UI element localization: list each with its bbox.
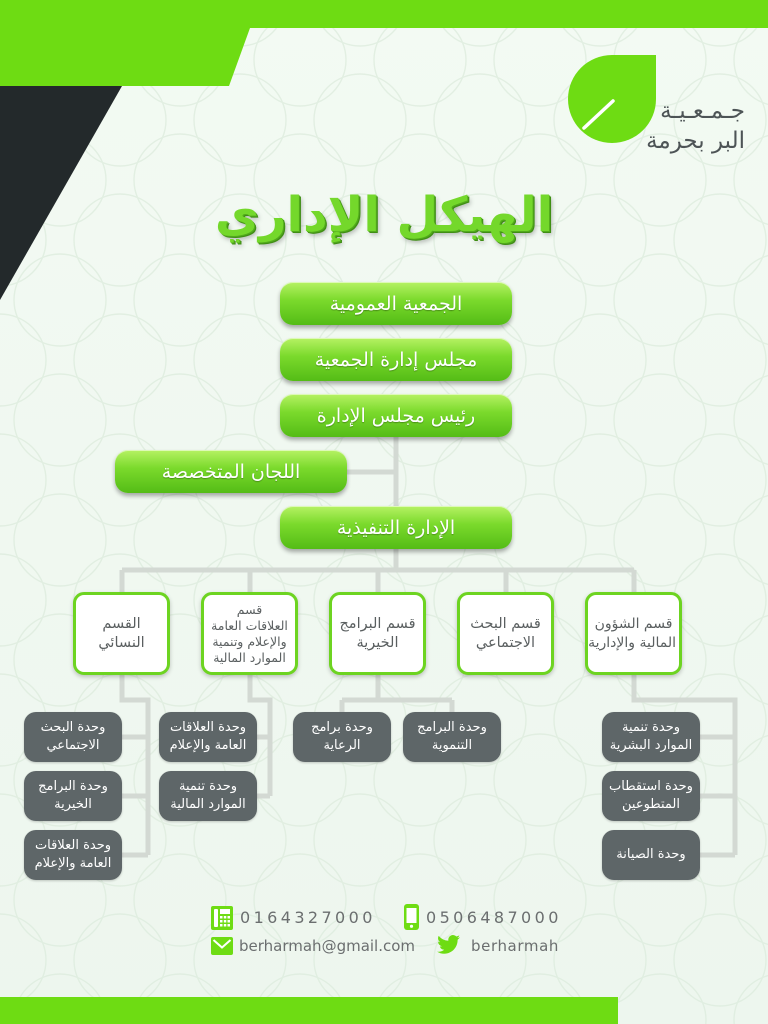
department-label xyxy=(76,615,167,653)
board-box xyxy=(280,338,512,381)
department-label-line: والإعلام وتنمية xyxy=(212,633,287,649)
unit-label-line: الاجتماعي xyxy=(46,738,100,753)
department-label-line: قسم xyxy=(236,601,263,617)
chairman-label: رئيس مجلس الإدارة xyxy=(316,404,476,427)
unit-label-line: وحدة تنمية xyxy=(621,720,681,735)
unit-label-line: وحدة البحث xyxy=(40,720,106,735)
connector-charity-units xyxy=(342,675,452,712)
unit-label xyxy=(403,719,501,755)
unit-box xyxy=(24,712,122,762)
unit-box xyxy=(602,771,700,821)
unit-label xyxy=(24,778,122,814)
unit-label-line: العامة والإعلام xyxy=(169,738,247,753)
department-social-research xyxy=(457,592,554,675)
unit-box xyxy=(602,830,700,880)
connector-womens-units xyxy=(122,675,148,855)
department-label xyxy=(460,615,551,653)
department-finance-admin xyxy=(585,592,682,675)
mail-icon xyxy=(211,937,233,955)
committees-box xyxy=(115,450,347,493)
unit-label xyxy=(602,778,700,814)
unit-label xyxy=(24,837,122,873)
unit-label-line: التنموية xyxy=(431,738,473,753)
unit-label-line: وحدة البرامج xyxy=(417,720,487,735)
unit-label-line: وحدة العلاقات xyxy=(169,720,247,735)
unit-label-line: وحدة تنمية xyxy=(178,779,238,794)
department-public-relations xyxy=(201,592,298,675)
unit-label-line: المتطوعين xyxy=(622,797,680,812)
unit-label xyxy=(24,719,122,755)
mobile-phone-icon xyxy=(404,904,419,930)
executive-label: الإدارة التنفيذية xyxy=(336,516,456,539)
unit-box xyxy=(24,830,122,880)
unit-label-line: وحدة البرامج xyxy=(38,779,108,794)
department-label-line: القسم xyxy=(102,615,141,632)
connector-finance-units xyxy=(634,675,735,855)
unit-box xyxy=(293,712,391,762)
department-label xyxy=(588,615,679,652)
unit-box xyxy=(24,771,122,821)
unit-label xyxy=(602,846,700,864)
unit-label-line: الموارد البشرية xyxy=(609,738,693,753)
unit-box xyxy=(602,712,700,762)
general-assembly-label: الجمعية العمومية xyxy=(329,292,463,315)
unit-box xyxy=(159,771,257,821)
unit-label-line: الرعاية xyxy=(323,738,361,753)
department-label-line: المالية والإدارية xyxy=(588,634,676,651)
department-label xyxy=(204,602,295,666)
unit-label-line: العامة والإعلام xyxy=(34,856,112,871)
chairman-box xyxy=(280,394,512,437)
brand-name-line-1: جـمـعـيـة xyxy=(660,98,745,124)
executive-box xyxy=(280,506,512,549)
department-label xyxy=(332,615,423,653)
unit-label xyxy=(293,719,391,755)
department-label-line: قسم البحث xyxy=(470,615,541,632)
unit-label-line: وحدة العلاقات xyxy=(34,838,112,853)
department-label-line: العلاقات العامة xyxy=(211,617,288,633)
committees-label: اللجان المتخصصة xyxy=(161,460,301,483)
department-label-line: الاجتماعي xyxy=(475,634,536,651)
unit-label-line: وحدة الصيانة xyxy=(616,847,686,862)
unit-label-line: الموارد المالية xyxy=(170,797,246,812)
unit-label-line: الخيرية xyxy=(54,797,92,812)
brand-name-line-2: البر بحرمة xyxy=(646,128,745,154)
twitter-handle: berharmah xyxy=(471,937,559,955)
department-label-line: قسم الشؤون xyxy=(594,616,673,632)
unit-label-line: وحدة استقطاب xyxy=(609,779,693,794)
board-label: مجلس إدارة الجمعية xyxy=(314,348,478,371)
unit-label xyxy=(602,719,700,755)
mobile-number: 0506487000 xyxy=(426,908,562,927)
department-charity-programs xyxy=(329,592,426,675)
page-title: الهيكل الإداري xyxy=(214,187,554,243)
department-label-line: قسم البرامج xyxy=(339,615,416,632)
twitter-icon xyxy=(437,935,461,957)
unit-box xyxy=(159,712,257,762)
unit-label xyxy=(159,719,257,755)
phone-number: 0164327000 xyxy=(240,908,376,927)
unit-label-line: وحدة برامج xyxy=(311,720,373,735)
department-womens xyxy=(73,592,170,675)
unit-box xyxy=(403,712,501,762)
department-label-line: الخيرية xyxy=(356,634,399,651)
general-assembly-box xyxy=(280,282,512,325)
unit-label xyxy=(159,778,257,814)
desk-phone-icon xyxy=(211,906,233,930)
email-address: berharmah@gmail.com xyxy=(239,937,416,955)
department-label-line: النسائي xyxy=(98,634,145,651)
department-label-line: الموارد المالية xyxy=(213,649,286,665)
